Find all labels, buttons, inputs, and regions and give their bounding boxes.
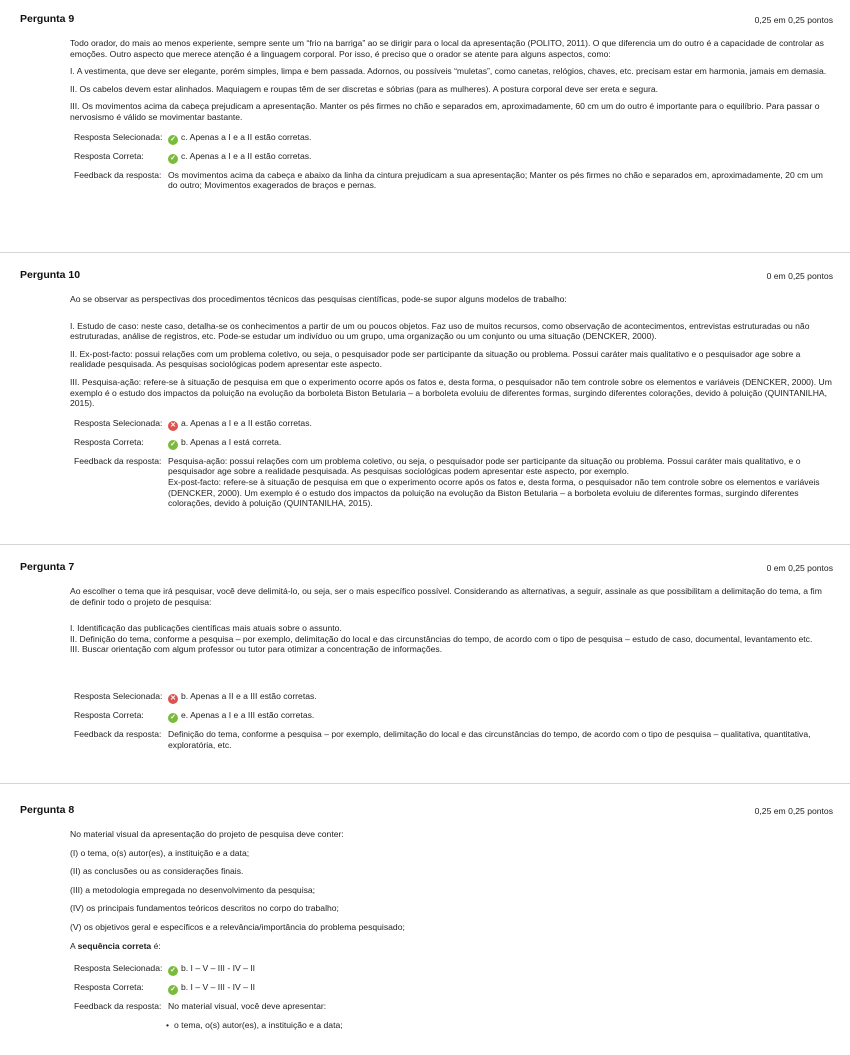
list-item: • o tema, o(s) autor(es), a instituição e a data; <box>166 1020 832 1031</box>
answer-table <box>74 961 326 1016</box>
statement-2: II. Ex-post-facto: possui relações com um problema coletivo, ou seja, o pesquisador pode ser participante da situação ou problema. Possui caráter mais qualitativo e o pesquisador age sobre a realidade pesquisada. As pesquisas sociológicas podem apresentar este aspecto. <box>70 348 801 370</box>
statement-3: III. Os movimentos acima da cabeça prejudicam a apresentação. Manter os pés firmes no chão e separados em, aproximadamente, 60 cm um do outro é importante para o equilíbrio. Para passar o nervosismo é válido se movimentar bastante. <box>70 101 820 122</box>
question-10 <box>0 270 850 513</box>
statement-1: I. Identificação das publicações científicas mais atuais sobre o assunto. <box>70 623 342 634</box>
check-icon: ✓ <box>168 985 178 995</box>
feedback-text: Definição do tema, conforme a pesquisa – por exemplo, delimitação do local e das circunstâncias do tempo, de acordo com o tipo de pesquisa – qualitativa, quantitativa, exploratória, etc. <box>168 728 811 750</box>
answer-table <box>74 689 832 754</box>
question-title: Pergunta 8 <box>20 804 75 816</box>
selected-answer: a. Apenas a I e a II estão corretas. <box>181 417 312 428</box>
question-intro: No material visual da apresentação do projeto de pesquisa deve conter: <box>70 829 344 839</box>
feedback-text: Pesquisa-ação: possui relações com um problema coletivo, ou seja, o pesquisador pode ser participante da situação ou problema. Possui caráter mais qualitativo, e o pesquisador age sobre a realidade pesquisada. As pesquisas sociológicas podem apresentar este aspecto, por exemplo. <box>168 455 801 477</box>
statement-2: (II) as conclusões ou as considerações finais. <box>70 866 244 877</box>
question-intro: Ao escolher o tema que irá pesquisar, você deve delimitá-lo, ou seja, ser o mais específico possível. Considerando as alternativas, a seguir, assinale as que possibilitam a delimitação do tema, a fim de definir todo o projeto de pesquisa: <box>70 586 822 607</box>
divider <box>0 252 850 253</box>
question-title: Pergunta 7 <box>20 561 75 573</box>
statement-1: I. Estudo de caso: neste caso, detalha-se os conhecimentos a partir de um ou poucos objetos. Faz uso de muitos recursos, como observação de acontecimentos, entrevistas estruturadas ou não estruturadas, análise de registros, etc. Pode-se estudar um indivíduo ou um grupo, uma organização ou um conjunto ou uma situação (DENCKER, 2000). <box>70 320 810 342</box>
feedback-text: Ex-post-facto: refere-se à situação de pesquisa em que o experimento ocorre após os fatos e, desta forma, o pesquisador não tem controle sobre os elementos e variáveis (DENCKER, 2000). Um exemplo é o estudo dos impactos da poluição na evolução da Biston Betularia – a borboleta evoluiu de diferentes formas, surgindo diferentes colorações, devido à poluição (QUINTANILHA, 2015). <box>168 476 820 509</box>
feedback-label: Feedback da resposta: <box>74 1001 162 1012</box>
question-7 <box>0 562 850 754</box>
question-9 <box>0 14 850 195</box>
correct-answer: e. Apenas a I e a III estão corretas. <box>181 709 315 720</box>
correct-answer-label: Resposta Correta: <box>74 436 144 447</box>
question-intro: Todo orador, do mais ao menos experiente, sempre sente um “frio na barriga” ao se dirigir para o local da apresentação (POLITO, 2011). O que diferencia um do outro é a capacidade de controlar as emoções. Outro aspecto que merece atenção é a linguagem corporal. Por isso, é preciso que o orador se atente para alguns aspectos, como: <box>70 38 824 59</box>
check-icon: ✓ <box>168 966 178 976</box>
sequence-prompt: A sequência correta é: <box>70 940 161 951</box>
statement-2: II. Os cabelos devem estar alinhados. Maquiagem e roupas têm de ser discretas e sóbrias (para as mulheres). A postura corporal deve ser ereta e segura. <box>70 83 659 94</box>
question-8 <box>0 805 850 1030</box>
statement-5: (V) os objetivos geral e específicos e a relevância/importância do problema pesquisado; <box>70 921 405 932</box>
question-title: Pergunta 9 <box>20 13 75 25</box>
correct-answer: b. Apenas a I está correta. <box>181 436 282 447</box>
selected-answer: b. I – V – III - IV – II <box>181 963 256 974</box>
x-icon: ✕ <box>168 421 178 431</box>
statement-3: III. Buscar orientação com algum professor ou tutor para otimizar a concentração de informações. <box>70 644 443 655</box>
feedback-label: Feedback da resposta: <box>74 455 162 466</box>
statement-1: (I) o tema, o(s) autor(es), a instituição e a data; <box>70 847 250 858</box>
selected-answer-label: Resposta Selecionada: <box>74 690 163 701</box>
check-icon: ✓ <box>168 440 178 450</box>
correct-answer: b. I – V – III - IV – II <box>181 982 256 993</box>
feedback-label: Feedback da resposta: <box>74 728 162 739</box>
check-icon: ✓ <box>168 154 178 164</box>
x-icon: ✕ <box>168 694 178 704</box>
correct-answer-label: Resposta Correta: <box>74 709 144 720</box>
selected-answer: c. Apenas a I e a II estão corretas. <box>181 131 312 142</box>
selected-answer: b. Apenas a II e a III estão corretas. <box>181 690 317 701</box>
feedback-label: Feedback da resposta: <box>74 169 162 180</box>
statement-1: I. A vestimenta, que deve ser elegante, porém simples, limpa e bem passada. Adornos, ou possíveis “muletas”, como canetas, relógios, chaves, etc. precisam estar em harmonia, jamais em demasia. <box>70 66 827 77</box>
selected-answer-label: Resposta Selecionada: <box>74 963 163 974</box>
question-title: Pergunta 10 <box>20 269 81 281</box>
selected-answer-label: Resposta Selecionada: <box>74 131 163 142</box>
question-points: 0,25 em 0,25 pontos <box>754 806 833 816</box>
question-points: 0,25 em 0,25 pontos <box>754 15 833 25</box>
divider <box>0 783 850 784</box>
feedback-text: Os movimentos acima da cabeça e abaixo da linha da cintura prejudicam a sua apresentação; Manter os pés firmes no chão e separados em, aproximadamente, 20 cm um do outro; Movimentos exagerados de braços e pernas. <box>168 169 823 191</box>
check-icon: ✓ <box>168 135 178 145</box>
statement-4: (IV) os principais fundamentos teóricos descritos no corpo do trabalho; <box>70 903 339 914</box>
question-intro: Ao se observar as perspectivas dos procedimentos técnicos das pesquisas científicas, pode-se supor alguns modelos de trabalho: <box>70 294 567 304</box>
question-points: 0 em 0,25 pontos <box>766 271 833 281</box>
correct-answer-label: Resposta Correta: <box>74 982 144 993</box>
question-points: 0 em 0,25 pontos <box>766 563 833 573</box>
feedback-text: No material visual, você deve apresentar: <box>168 1001 327 1012</box>
statement-2: II. Definição do tema, conforme a pesquisa – por exemplo, delimitação do local e das circunstâncias do tempo, de acordo com o tipo de pesquisa – estudo de caso, documental, levantamento etc. <box>70 633 813 644</box>
correct-answer-label: Resposta Correta: <box>74 150 144 161</box>
statement-3: III. Pesquisa-ação: refere-se à situação de pesquisa em que o experimento ocorre após os fatos e, desta forma, o pesquisador não tem controle sobre os elementos e variáveis (DENCKER, 2000). Um exemplo é o estudo dos impactos da poluição na evolução da borboleta Biston Betularia – a borboleta evoluiu de diferentes formas, surgindo diferentes colorações, devido à poluição (QUINTANILHA, 2015). <box>70 376 832 409</box>
selected-answer-label: Resposta Selecionada: <box>74 417 163 428</box>
divider <box>0 544 850 545</box>
statement-3: (III) a metodologia empregada no desenvolvimento da pesquisa; <box>70 884 316 895</box>
feedback-list <box>70 1020 832 1031</box>
answer-table <box>74 416 832 513</box>
check-icon: ✓ <box>168 713 178 723</box>
answer-table <box>74 130 832 195</box>
correct-answer: c. Apenas a I e a II estão corretas. <box>181 150 312 161</box>
